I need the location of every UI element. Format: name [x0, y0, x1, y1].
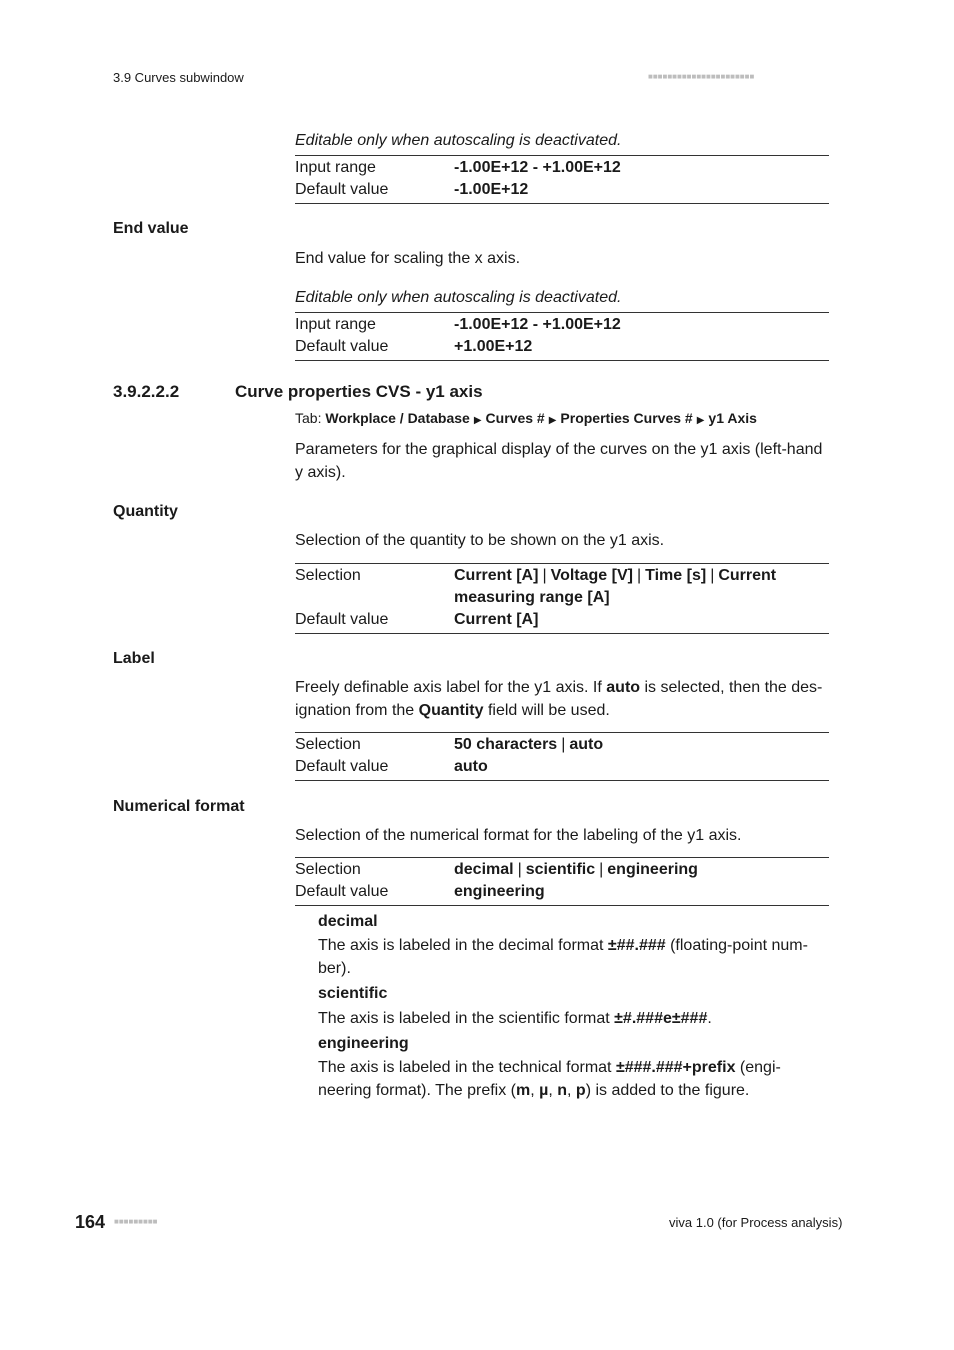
quantity-term: Quantity [113, 503, 178, 520]
option-decimal-desc: The axis is labeled in the decimal format ±##.### (floating-point num-ber). [318, 937, 808, 977]
option-decimal-term: decimal [318, 913, 378, 930]
end-value-note: Editable only when autoscaling is deactivated. [295, 289, 622, 306]
footer-product: viva 1.0 (for Process analysis) [669, 1215, 843, 1230]
row-key: Input range [295, 159, 376, 176]
row-key: Selection [295, 861, 361, 878]
tab-prefix: Tab: [295, 410, 322, 426]
triangle-right-icon: ▶ [696, 415, 705, 426]
option-engineering-term: engineering [318, 1035, 409, 1052]
tab-path-item: Curves # [485, 410, 545, 426]
option: Voltage [V] [550, 567, 633, 584]
row-key: Default value [295, 338, 389, 355]
row-value: Current [A] | Voltage [V] | Time [s] | Current measuring range [A] [454, 567, 777, 606]
row-key: Input range [295, 316, 376, 333]
table-row [295, 881, 829, 903]
tab-path-item: Properties Curves # [560, 410, 693, 426]
option: 50 characters [454, 736, 558, 753]
tab-path-item: Workplace / Database [325, 410, 470, 426]
option: scientific [525, 861, 596, 878]
option: Time [s] [645, 567, 707, 584]
option: engineering [607, 861, 698, 878]
row-value: -1.00E+12 - +1.00E+12 [454, 316, 621, 333]
numerical-format-table [295, 857, 829, 906]
option: Current [A] [454, 567, 539, 584]
quantity-table [295, 563, 829, 634]
start-value-note: Editable only when autoscaling is deactivated. [295, 132, 622, 149]
table-row [295, 179, 829, 201]
tab-path-item: y1 Axis [708, 410, 757, 426]
table-row [295, 314, 829, 336]
row-key: Default value [295, 883, 389, 900]
table-row [295, 859, 829, 881]
row-value: auto [454, 758, 488, 775]
end-value-table [295, 312, 829, 361]
table-row [295, 336, 829, 358]
table-row [295, 609, 829, 631]
row-key: Default value [295, 181, 389, 198]
section-number: 3.9.2.2.2 [113, 382, 180, 401]
page-number: 164 [75, 1212, 106, 1232]
row-key: Selection [295, 567, 361, 584]
label-term: Label [113, 650, 155, 667]
section-intro: Parameters for the graphical display of the curves on the y1 axis (left-hand y axis). [295, 441, 823, 481]
tab-path [295, 410, 757, 426]
row-value: decimal | scientific | engineering [454, 861, 698, 878]
row-value: -1.00E+12 [454, 181, 529, 198]
row-value: Current [A] [454, 611, 539, 628]
row-key: Default value [295, 758, 389, 775]
label-table [295, 732, 829, 781]
row-key: Default value [295, 611, 389, 628]
row-value: +1.00E+12 [454, 338, 533, 355]
option-scientific-desc: The axis is labeled in the scientific format ±#.###e±###. [318, 1010, 712, 1027]
table-row [295, 565, 829, 609]
option-scientific-term: scientific [318, 985, 388, 1002]
quantity-desc: Selection of the quantity to be shown on the y1 axis. [295, 532, 665, 549]
option: auto [569, 736, 604, 753]
option: decimal [454, 861, 514, 878]
triangle-right-icon: ▶ [548, 415, 557, 426]
table-row [295, 734, 829, 756]
label-desc: Freely definable axis label for the y1 axis. If auto is selected, then the des-ignation from the Quantity field will be used. [295, 679, 823, 719]
end-value-desc: End value for scaling the x axis. [295, 250, 521, 267]
row-key: Selection [295, 736, 361, 753]
end-value-term: End value [113, 220, 189, 237]
option: Current measuring range [A] [454, 567, 777, 606]
option-engineering-desc: The axis is labeled in the technical format ±###.###+prefix (engi-neering format). The prefix (m, µ, n, p) is added to the figure. [318, 1059, 781, 1099]
running-header-section: 3.9 Curves subwindow [113, 70, 244, 85]
row-value: -1.00E+12 - +1.00E+12 [454, 159, 621, 176]
row-value: 50 characters | auto [454, 736, 604, 753]
triangle-right-icon: ▶ [473, 415, 482, 426]
numerical-format-term: Numerical format [113, 798, 245, 815]
numerical-format-desc: Selection of the numerical format for the labeling of the y1 axis. [295, 827, 742, 844]
section-title: Curve properties CVS - y1 axis [235, 382, 483, 401]
start-value-table [295, 155, 829, 204]
table-row [295, 756, 829, 778]
running-header-dots: ■■■■■■■■■■■■■■■■■■■■■■ [648, 72, 755, 81]
footer-dots: ■■■■■■■■■ [114, 1217, 158, 1226]
row-value: engineering [454, 883, 545, 900]
table-row [295, 157, 829, 179]
